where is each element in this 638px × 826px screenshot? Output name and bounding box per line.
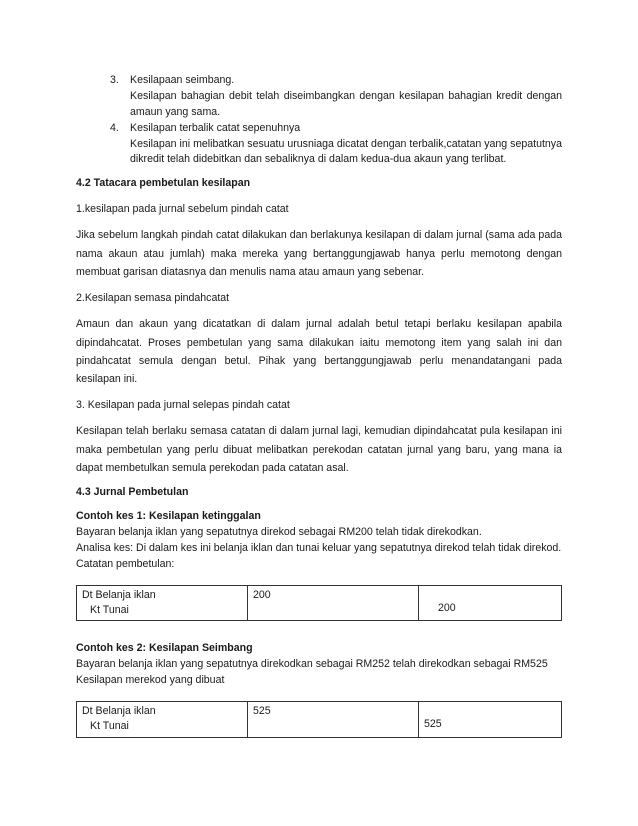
list-item-title: Kesilapaan seimbang. — [130, 74, 235, 86]
list-item-body: Kesilapan ini melibatkan sesuatu urusniaga dicatat dengan terbalik,catatan yang sepatutnya dikredit telah didebitkan dan sebaliknya di dalam kedua-dua akaun yang terlibat. — [130, 137, 562, 166]
list-item-4 — [76, 121, 562, 169]
account-cell — [77, 701, 248, 737]
table-row — [77, 701, 562, 737]
subsection-text-1: Jika sebelum langkah pindah catat dilakukan dan berlakunya kesilapan di dalam jurnal (sama ada pada nama akaun atau jumlah) maka mereka yang bertanggungjawab hanya perlu memotong dengan membuat garisan diatasnya dan menulis nama atau amaun yang sebenar. — [76, 229, 562, 278]
subsection-title-3: 3. Kesilapan pada jurnal selepas pindah catat — [76, 399, 290, 412]
list-item-3 — [76, 73, 562, 121]
subsection-text-3: Kesilapan telah berlaku semasa catatan di dalam jurnal lagi, kemudian dipindahcatat pula kesilapan ini maka pembetulan yang perlu dibuat melibatkan perekodan catatan jurnal yang baru, yang mana ia dapat membetulkan semula perekodan pada catatan asal. — [76, 425, 562, 474]
list-item-body: Kesilapan bahagian debit telah diseimbangkan dengan kesilapan bahagian kredit dengan amaun yang sama. — [130, 89, 562, 118]
subsection-text-2: Amaun dan akaun yang dicatatkan di dalam jurnal adalah betul tetapi berlaku kesilapan apabila dipindahcatat. Proses pembetulan yang sama dilakukan iaitu memotong item yang salah ini dan pindahcatat semula dengan betul. Pihak yang bertanggungjawab perlu menandatangani pada kesilapan ini. — [76, 318, 562, 385]
document-page — [76, 73, 562, 738]
credit-account: Kt Tunai — [90, 720, 129, 733]
debit-amount: 200 — [253, 588, 271, 601]
debit-amount: 525 — [253, 704, 271, 717]
case-title: Contoh kes 2: Kesilapan Seimbang — [76, 642, 253, 655]
credit-account: Kt Tunai — [90, 603, 129, 616]
journal-table-case-1 — [76, 585, 562, 622]
section-heading-4-2: 4.2 Tatacara pembetulan kesilapan — [76, 177, 251, 190]
credit-cell — [419, 701, 562, 737]
credit-amount: 200 — [438, 601, 456, 614]
account-cell — [77, 585, 248, 621]
debit-cell — [248, 585, 419, 621]
list-number: 4. — [110, 121, 119, 134]
case-description: Bayaran belanja iklan yang sepatutnya direkod sebagai RM200 telah tidak direkodkan. — [76, 525, 482, 538]
example-case-1 — [76, 509, 562, 573]
subsection-title-2: 2.Kesilapan semasa pindahcatat — [76, 292, 230, 305]
credit-amount: 525 — [424, 717, 442, 730]
debit-account: Dt Belanja iklan — [82, 704, 156, 717]
debit-account: Dt Belanja iklan — [82, 588, 156, 601]
case-note: Kesilapan merekod yang dibuat — [76, 674, 225, 687]
example-case-2 — [76, 641, 562, 689]
list-item-title: Kesilapan terbalik catat sepenuhnya — [130, 121, 301, 134]
case-description: Bayaran belanja iklan yang sepatutnya direkodkan sebagai RM252 telah direkodkan sebagai RM525 — [76, 658, 548, 671]
journal-table-case-2 — [76, 701, 562, 738]
case-analysis: Analisa kes: Di dalam kes ini belanja iklan dan tunai keluar yang sepatutnya direkod telah tidak direkod. — [76, 541, 562, 554]
credit-cell — [419, 585, 562, 621]
list-number: 3. — [110, 74, 119, 86]
subsection-title-1: 1.kesilapan pada jurnal sebelum pindah catat — [76, 203, 289, 216]
case-note: Catatan pembetulan: — [76, 557, 175, 570]
debit-cell — [248, 701, 419, 737]
table-row — [77, 585, 562, 621]
section-heading-4-3: 4.3 Jurnal Pembetulan — [76, 486, 189, 499]
case-title: Contoh kes 1: Kesilapan ketinggalan — [76, 509, 261, 522]
